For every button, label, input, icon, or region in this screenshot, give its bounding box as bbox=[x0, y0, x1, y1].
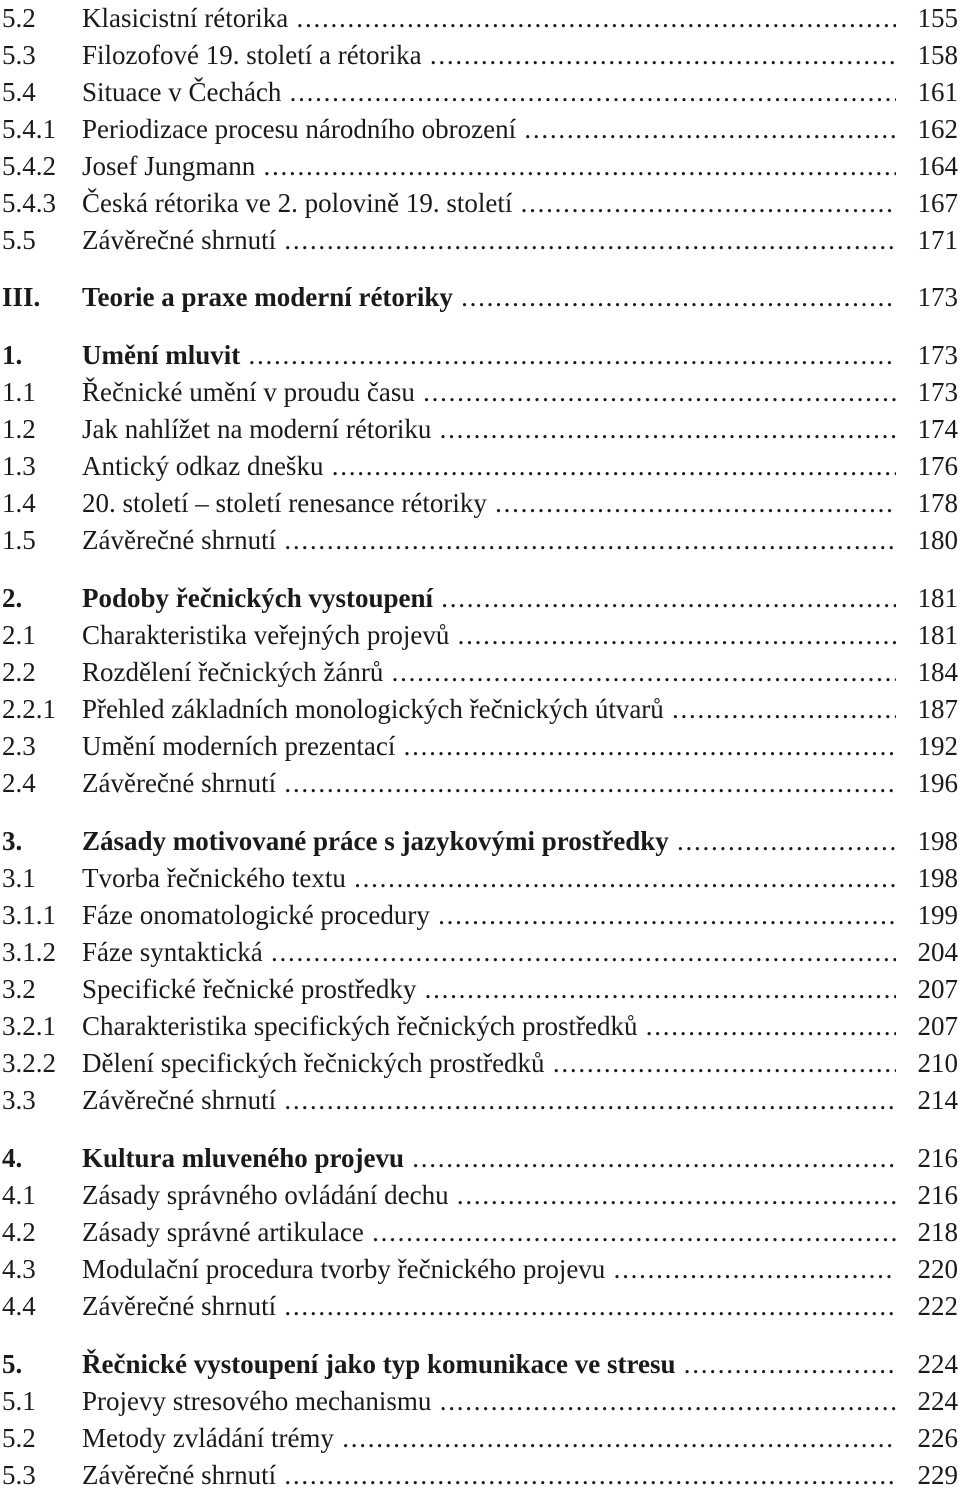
toc-entry-title: Klasicistní rétorika bbox=[82, 3, 292, 33]
toc-entry-number: 3.2.1 bbox=[2, 1011, 56, 1041]
toc-entry-number: 5.4 bbox=[2, 77, 36, 107]
toc-entry-title: Řečnické umění v proudu času bbox=[82, 377, 419, 407]
dot-leader bbox=[82, 225, 896, 255]
toc-entry-title: Zásady správné artikulace bbox=[82, 1217, 368, 1247]
dot-leader bbox=[82, 1011, 896, 1041]
toc-entry-number: 4.1 bbox=[2, 1180, 36, 1210]
toc-entry-number: 5. bbox=[2, 1349, 23, 1379]
toc-entry-number: 2. bbox=[2, 583, 23, 613]
toc-entry-number: 5.2 bbox=[2, 3, 36, 33]
toc-entry-page-number: 173 bbox=[917, 377, 958, 407]
toc-entry-page-number: 216 bbox=[917, 1180, 958, 1210]
dot-leader bbox=[82, 863, 896, 893]
toc-entry-number: 5.3 bbox=[2, 40, 36, 70]
toc-entry[interactable] bbox=[0, 411, 960, 447]
toc-entry-number: 2.4 bbox=[2, 768, 36, 798]
toc-entry-title: Závěrečné shrnutí bbox=[82, 1085, 280, 1115]
toc-entry[interactable] bbox=[0, 1383, 960, 1419]
toc-entry-number: 1.5 bbox=[2, 525, 36, 555]
dot-leader bbox=[82, 525, 896, 555]
toc-entry-number: 5.4.3 bbox=[2, 188, 56, 218]
toc-entry-title-line bbox=[82, 374, 896, 410]
toc-entry[interactable] bbox=[0, 448, 960, 484]
dot-leader bbox=[82, 77, 896, 107]
toc-entry-page-number: 164 bbox=[917, 151, 958, 181]
toc-entry-title: Rozdělení řečnických žánrů bbox=[82, 657, 387, 687]
toc-entry-number: 4. bbox=[2, 1143, 23, 1173]
toc-entry-title-line bbox=[82, 1251, 896, 1287]
toc-entry-page-number: 210 bbox=[917, 1048, 958, 1078]
toc-entry[interactable] bbox=[0, 148, 960, 184]
toc-entry-title-line bbox=[82, 617, 896, 653]
toc-entry[interactable] bbox=[0, 279, 960, 315]
dot-leader bbox=[82, 900, 896, 930]
toc-entry-page-number: 198 bbox=[917, 863, 958, 893]
toc-entry-title-line bbox=[82, 1082, 896, 1118]
toc-entry-number: 4.3 bbox=[2, 1254, 36, 1284]
toc-entry-page-number: 224 bbox=[917, 1349, 958, 1379]
toc-entry[interactable] bbox=[0, 934, 960, 970]
toc-entry[interactable] bbox=[0, 522, 960, 558]
dot-leader bbox=[82, 1349, 896, 1379]
toc-entry[interactable] bbox=[0, 1346, 960, 1382]
toc-entry[interactable] bbox=[0, 728, 960, 764]
toc-entry-title-line bbox=[82, 1177, 896, 1213]
toc-entry[interactable] bbox=[0, 971, 960, 1007]
toc-entry-page-number: 155 bbox=[917, 3, 958, 33]
toc-entry-number: III. bbox=[2, 282, 41, 312]
toc-entry-page-number: 171 bbox=[917, 225, 958, 255]
toc-entry-title-line bbox=[82, 37, 896, 73]
toc-entry-number: 3.1 bbox=[2, 863, 36, 893]
toc-entry-title: Dělení specifických řečnických prostředků bbox=[82, 1048, 549, 1078]
toc-entry-title: Filozofové 19. století a rétorika bbox=[82, 40, 426, 70]
toc-entry-page-number: 196 bbox=[917, 768, 958, 798]
toc-entry-page-number: 181 bbox=[917, 583, 958, 613]
toc-entry-page-number: 178 bbox=[917, 488, 958, 518]
toc-entry-title: Závěrečné shrnutí bbox=[82, 1291, 280, 1321]
toc-entry-page-number: 224 bbox=[917, 1386, 958, 1416]
dot-leader bbox=[82, 1143, 896, 1173]
toc-entry-title-line bbox=[82, 934, 896, 970]
toc-entry[interactable] bbox=[0, 1140, 960, 1176]
toc-entry-page-number: 187 bbox=[917, 694, 958, 724]
toc-entry-title-line bbox=[82, 1346, 896, 1382]
toc-entry[interactable] bbox=[0, 1045, 960, 1081]
toc-entry-title-line bbox=[82, 1008, 896, 1044]
toc-entry-title-line bbox=[82, 1420, 896, 1456]
toc-entry-title: Josef Jungmann bbox=[82, 151, 259, 181]
dot-leader bbox=[82, 488, 896, 518]
toc-entry[interactable] bbox=[0, 1214, 960, 1250]
toc-entry-title: Fáze syntaktická bbox=[82, 937, 267, 967]
toc-entry[interactable] bbox=[0, 617, 960, 653]
toc-entry-title: Modulační procedura tvorby řečnického projevu bbox=[82, 1254, 609, 1284]
toc-entry-page-number: 229 bbox=[917, 1460, 958, 1490]
toc-entry-title: Situace v Čechách bbox=[82, 77, 285, 107]
toc-entry-title-line bbox=[82, 1288, 896, 1324]
toc-entry-title-line bbox=[82, 897, 896, 933]
toc-entry-title-line bbox=[82, 411, 896, 447]
toc-entry-number: 4.2 bbox=[2, 1217, 36, 1247]
toc-entry[interactable] bbox=[0, 1177, 960, 1213]
toc-entry-title: Specifické řečnické prostředky bbox=[82, 974, 420, 1004]
toc-entry-title: Projevy stresového mechanismu bbox=[82, 1386, 435, 1416]
dot-leader bbox=[82, 1254, 896, 1284]
dot-leader bbox=[82, 1085, 896, 1115]
dot-leader bbox=[82, 937, 896, 967]
toc-entry-title-line bbox=[82, 0, 896, 36]
toc-entry-number: 3.3 bbox=[2, 1085, 36, 1115]
toc-entry-title: Metody zvládání trémy bbox=[82, 1423, 338, 1453]
toc-entry[interactable] bbox=[0, 222, 960, 258]
toc-entry-title: Závěrečné shrnutí bbox=[82, 225, 280, 255]
toc-entry-title: Zásady motivované práce s jazykovými prostředky bbox=[82, 826, 673, 856]
toc-entry-page-number: 207 bbox=[917, 1011, 958, 1041]
toc-entry[interactable] bbox=[0, 1288, 960, 1324]
toc-entry-title-line bbox=[82, 1457, 896, 1493]
toc-entry-title: Tvorba řečnického textu bbox=[82, 863, 350, 893]
toc-entry[interactable] bbox=[0, 111, 960, 147]
toc-entry-page-number: 162 bbox=[917, 114, 958, 144]
toc-entry-page-number: 158 bbox=[917, 40, 958, 70]
dot-leader bbox=[82, 657, 896, 687]
toc-entry-page-number: 180 bbox=[917, 525, 958, 555]
dot-leader bbox=[82, 1048, 896, 1078]
toc-entry-title: Závěrečné shrnutí bbox=[82, 525, 280, 555]
toc-entry[interactable] bbox=[0, 1008, 960, 1044]
toc-entry-page-number: 161 bbox=[917, 77, 958, 107]
dot-leader bbox=[82, 151, 896, 181]
toc-entry-page-number: 216 bbox=[917, 1143, 958, 1173]
toc-entry-title-line bbox=[82, 448, 896, 484]
toc-entry-title-line bbox=[82, 74, 896, 110]
toc-entry-title-line bbox=[82, 485, 896, 521]
dot-leader bbox=[82, 1423, 896, 1453]
toc-entry-title-line bbox=[82, 148, 896, 184]
toc-entry-page-number: 198 bbox=[917, 826, 958, 856]
toc-entry-title: Jak nahlížet na moderní rétoriku bbox=[82, 414, 435, 444]
toc-entry[interactable] bbox=[0, 580, 960, 616]
toc-entry-title-line bbox=[82, 1214, 896, 1250]
toc-entry-title-line bbox=[82, 522, 896, 558]
toc-entry-number: 2.2.1 bbox=[2, 694, 56, 724]
dot-leader bbox=[82, 1386, 896, 1416]
toc-entry-page-number: 173 bbox=[917, 282, 958, 312]
toc-entry-title: Zásady správného ovládání dechu bbox=[82, 1180, 453, 1210]
toc-entry-number: 1.2 bbox=[2, 414, 36, 444]
toc-entry-page-number: 192 bbox=[917, 731, 958, 761]
toc-entry-page-number: 173 bbox=[917, 340, 958, 370]
toc-entry-page-number: 220 bbox=[917, 1254, 958, 1284]
dot-leader bbox=[82, 1291, 896, 1321]
toc-entry-number: 5.2 bbox=[2, 1423, 36, 1453]
toc-entry-title-line bbox=[82, 222, 896, 258]
toc-entry[interactable] bbox=[0, 1251, 960, 1287]
toc-entry-title-line bbox=[82, 337, 896, 373]
toc-entry-number: 3.1.1 bbox=[2, 900, 56, 930]
toc-entry[interactable] bbox=[0, 0, 960, 36]
toc-entry-title: Charakteristika veřejných projevů bbox=[82, 620, 453, 650]
toc-entry-number: 2.1 bbox=[2, 620, 36, 650]
toc-entry[interactable] bbox=[0, 691, 960, 727]
dot-leader bbox=[82, 282, 896, 312]
dot-leader bbox=[82, 1460, 896, 1490]
toc-entry-title-line bbox=[82, 1383, 896, 1419]
toc-entry-number: 2.3 bbox=[2, 731, 36, 761]
dot-leader bbox=[82, 114, 896, 144]
toc-entry-title-line bbox=[82, 1140, 896, 1176]
toc-entry[interactable] bbox=[0, 374, 960, 410]
toc-entry-number: 3.1.2 bbox=[2, 937, 56, 967]
toc-entry-title: Umění moderních prezentací bbox=[82, 731, 399, 761]
toc-entry-title: Umění mluvit bbox=[82, 340, 244, 370]
toc-entry-title: Kultura mluveného projevu bbox=[82, 1143, 408, 1173]
toc-entry-title: 20. století – století renesance rétoriky bbox=[82, 488, 491, 518]
dot-leader bbox=[82, 1180, 896, 1210]
toc-entry[interactable] bbox=[0, 485, 960, 521]
toc-entry-page-number: 204 bbox=[917, 937, 958, 967]
dot-leader bbox=[82, 826, 896, 856]
toc-entry-title: Teorie a praxe moderní rétoriky bbox=[82, 282, 457, 312]
toc-entry-page-number: 176 bbox=[917, 451, 958, 481]
toc-entry-number: 1.1 bbox=[2, 377, 36, 407]
toc-entry[interactable] bbox=[0, 1082, 960, 1118]
toc-entry[interactable] bbox=[0, 765, 960, 801]
toc-entry-title-line bbox=[82, 971, 896, 1007]
toc-entry[interactable] bbox=[0, 1420, 960, 1456]
toc-entry-title-line bbox=[82, 279, 896, 315]
dot-leader bbox=[82, 451, 896, 481]
toc-entry-title-line bbox=[82, 823, 896, 859]
toc-entry-number: 5.1 bbox=[2, 1386, 36, 1416]
toc-entry-title: Fáze onomatologické procedury bbox=[82, 900, 434, 930]
toc-entry[interactable] bbox=[0, 74, 960, 110]
toc-entry-page-number: 214 bbox=[917, 1085, 958, 1115]
toc-entry-title-line bbox=[82, 1045, 896, 1081]
dot-leader bbox=[82, 583, 896, 613]
toc-entry-title-line bbox=[82, 860, 896, 896]
toc-entry-title: Antický odkaz dnešku bbox=[82, 451, 327, 481]
toc-entry[interactable] bbox=[0, 823, 960, 859]
toc-entry[interactable] bbox=[0, 860, 960, 896]
toc-entry[interactable] bbox=[0, 897, 960, 933]
dot-leader bbox=[82, 694, 896, 724]
toc-entry-title: Přehled základních monologických řečnických útvarů bbox=[82, 694, 668, 724]
toc-entry[interactable] bbox=[0, 37, 960, 73]
dot-leader bbox=[82, 974, 896, 1004]
toc-entry-number: 3. bbox=[2, 826, 23, 856]
toc-entry-page-number: 174 bbox=[917, 414, 958, 444]
toc-entry-page-number: 207 bbox=[917, 974, 958, 1004]
toc-entry-number: 3.2 bbox=[2, 974, 36, 1004]
toc-entry-number: 5.5 bbox=[2, 225, 36, 255]
dot-leader bbox=[82, 768, 896, 798]
dot-leader bbox=[82, 340, 896, 370]
toc-entry-page-number: 226 bbox=[917, 1423, 958, 1453]
toc-entry-title: Závěrečné shrnutí bbox=[82, 768, 280, 798]
toc-entry-title-line bbox=[82, 185, 896, 221]
toc-entry[interactable] bbox=[0, 185, 960, 221]
dot-leader bbox=[82, 377, 896, 407]
toc-entry-number: 1.4 bbox=[2, 488, 36, 518]
dot-leader bbox=[82, 620, 896, 650]
dot-leader bbox=[82, 414, 896, 444]
toc-entry[interactable] bbox=[0, 337, 960, 373]
dot-leader bbox=[82, 1217, 896, 1247]
toc-entry-title-line bbox=[82, 654, 896, 690]
toc-entry-title-line bbox=[82, 580, 896, 616]
toc-entry-title: Periodizace procesu národního obrození bbox=[82, 114, 520, 144]
toc-entry-page-number: 199 bbox=[917, 900, 958, 930]
toc-entry-title-line bbox=[82, 765, 896, 801]
toc-entry-title: Závěrečné shrnutí bbox=[82, 1460, 280, 1490]
toc-entry-number: 5.4.2 bbox=[2, 151, 56, 181]
toc-entry-number: 3.2.2 bbox=[2, 1048, 56, 1078]
toc-entry-number: 1. bbox=[2, 340, 23, 370]
toc-entry-title-line bbox=[82, 111, 896, 147]
toc-entry-number: 4.4 bbox=[2, 1291, 36, 1321]
toc-entry-title: Charakteristika specifických řečnických prostředků bbox=[82, 1011, 642, 1041]
toc-entry-page-number: 184 bbox=[917, 657, 958, 687]
dot-leader bbox=[82, 40, 896, 70]
toc-entry[interactable] bbox=[0, 654, 960, 690]
toc-entry-title: Řečnické vystoupení jako typ komunikace ve stresu bbox=[82, 1349, 680, 1379]
toc-entry-number: 2.2 bbox=[2, 657, 36, 687]
toc-entry-page-number: 222 bbox=[917, 1291, 958, 1321]
toc-entry-title: Podoby řečnických vystoupení bbox=[82, 583, 437, 613]
toc-entry-page-number: 218 bbox=[917, 1217, 958, 1247]
dot-leader bbox=[82, 731, 896, 761]
dot-leader bbox=[82, 188, 896, 218]
toc-entry-title: Česká rétorika ve 2. polovině 19. století bbox=[82, 188, 516, 218]
toc-entry-page-number: 167 bbox=[917, 188, 958, 218]
toc-entry-number: 5.4.1 bbox=[2, 114, 56, 144]
dot-leader bbox=[82, 3, 896, 33]
toc-entry-title-line bbox=[82, 728, 896, 764]
toc-entry-page-number: 181 bbox=[917, 620, 958, 650]
toc-entry-number: 5.3 bbox=[2, 1460, 36, 1490]
toc-entry[interactable] bbox=[0, 1457, 960, 1493]
toc-entry-number: 1.3 bbox=[2, 451, 36, 481]
toc-entry-title-line bbox=[82, 691, 896, 727]
